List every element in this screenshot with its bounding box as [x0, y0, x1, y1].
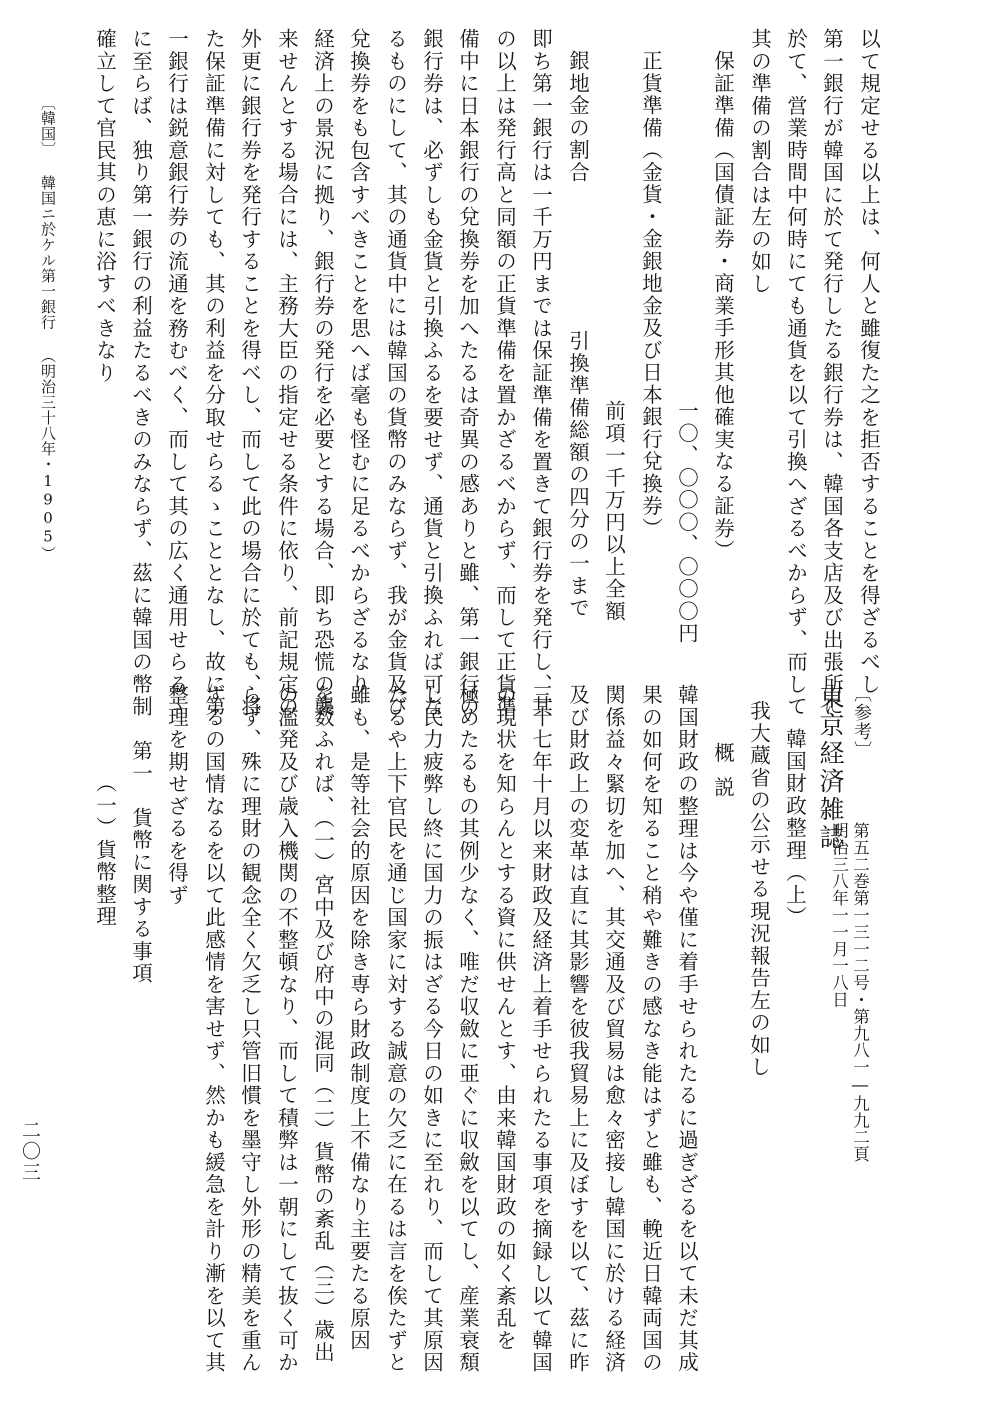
page-number: 二〇三 [19, 1120, 41, 1183]
lower-body-line-10: 雖も、是等社会的原因を除き専ら財政制度上不備なり主要たる原因 [346, 684, 371, 1352]
lower-body-line-14: ずるの国情なるを以て此感情を害せず、然かも緩急を計り漸を以て其 [201, 684, 226, 1374]
upper-body-line-10: た保証準備に対しても、其の利益を分取せらるゝこととなし、故に第 [201, 28, 226, 718]
upper-body-line-6: 兌換券をも包含すべきことを思へば毫も怪むに足るべからざるなり [346, 28, 371, 696]
lower-body-line-7: 極めたるもの其例少なく、唯だ収斂に亜ぐに収斂を以てし、産業衰頽 [455, 684, 480, 1374]
upper-body-line-9: 外更に銀行券を発行することを得べし、而して此の場合に於ても、将 [237, 28, 262, 718]
lower-body-line-3: 関係益々緊切を加へ、其交通及び貿易は愈々密接し韓国に於ける経済 [601, 684, 626, 1374]
lower-body-line-6: の現状を知らんとする資に供せんとす、由来韓国財政の如く紊乱を [492, 684, 517, 1352]
subsubsection-heading: （一）貨幣整理 [92, 772, 117, 928]
caption-category: 〔韓国〕 [39, 95, 57, 157]
upper-body-line-12: に至らば、独り第一銀行の利益たるべきのみならず、茲に韓国の幣制 [128, 28, 153, 718]
article-title: 韓国財政整理（上） [782, 728, 807, 929]
lower-body-line-11: を数ふれば、（一）宮中及び府中の混同（二）貨幣の紊乱（三）歳出 [310, 684, 335, 1364]
source-detail-1: 第五二巻第一三一二号・第九八一―九九二頁 [850, 822, 870, 1163]
seika-junbi-amount: 前項一千万円以上全額 [601, 400, 626, 623]
section-heading: 概説 [710, 742, 735, 811]
lower-body-line-12: の濫発及び歳入機関の不整頓なり、而して積弊は一朝にして抜く可か [274, 684, 299, 1374]
caption-year: （明治三十八年・1905） [39, 348, 57, 562]
upper-body-line-11: 一銀行は鋭意銀行券の流通を務むべく、而して其の広く通用せらるゝ [164, 28, 189, 718]
caption-title: 韓国ニ於ケル第一銀行 [39, 175, 57, 330]
lower-body-line-8: し民力疲弊し終に国力の振はざる今日の如きに至れり、而して其原因 [419, 684, 444, 1374]
source-title: 東京経済雑誌 [816, 684, 845, 852]
lower-body-line-1: 韓国財政の整理は今や僅に着手せられたるに過ぎざるを以て未だ其成 [674, 684, 699, 1374]
sanko-label: 〔参考〕 [851, 684, 872, 760]
lower-body-line-9: たるや上下官民を通じ国家に対する誠意の欠乏に在るは言を俟たずと [383, 684, 408, 1374]
lower-body-line-5: 三十七年十月以来財政及経済上着手せられたる事項を摘録し以て韓国 [528, 684, 553, 1374]
upper-body-line-2: の以上は発行高と同額の正貨準備を置かざるべからず、而して正貨準 [492, 28, 517, 718]
hosho-junbi-label: 保証準備（国債証券・商業手形其他確実なる証券） [710, 50, 735, 562]
caption [40, 95, 55, 562]
upper-text-line-2: 第一銀行が韓国に於て発行したる銀行券は、韓国各支店及び出張所に [819, 28, 844, 718]
upper-body-line-7: 経済上の景況に拠り、銀行券の発行を必要とする場合、即ち恐慌の襲 [310, 28, 335, 718]
source-detail-2: 明治三八年一一月一八日 [829, 822, 849, 1008]
upper-body-line-5: るものにして、其の通貨中には韓国の貨幣のみならず、我が金貨及び [383, 28, 408, 718]
upper-body-line-8: 来せんとする場合には、主務大臣の指定せる条件に依り、前記規定の [274, 28, 299, 718]
upper-body-line-4: 銀行券は、必ずしも金貨と引換ふるを要せず、通貨と引換ふれば可な [419, 28, 444, 718]
upper-text-line-3: 於て、営業時間中何時にても通貨を以て引換へざるべからず、而して [783, 28, 808, 718]
ginchi-label: 銀地金の割合 [565, 50, 590, 184]
intro-line: 我大蔵省の公示せる現況報告左の如し [746, 700, 771, 1079]
hosho-junbi-amount: 一〇、〇〇〇、〇〇〇円 [674, 400, 699, 645]
lower-body-line-2: 果の如何を知ること稍や難きの感なき能はずと雖も、輓近日韓両国の [638, 684, 663, 1374]
lower-body-line-15: 整理を期せざるを得ず [164, 684, 189, 907]
upper-body-line-1: 即ち第一銀行は一千万円までは保証準備を置きて銀行券を発行し、其 [528, 28, 553, 718]
seika-junbi-label: 正貨準備（金貨・金銀地金及び日本銀行兌換券） [638, 50, 663, 540]
lower-body-line-13: らず、殊に理財の観念全く欠乏し只管旧慣を墨守し外形の精美を重ん [237, 684, 262, 1374]
ginchi-value: 引換準備総額の四分の一まで [565, 330, 590, 620]
upper-body-line-13: 確立して官民其の恵に浴すべきなり [92, 28, 117, 384]
upper-body-line-3: 備中に日本銀行の兌換券を加へたるは奇異の感ありと雖、第一銀行の [455, 28, 480, 718]
subsection-heading: 第一 貨幣に関する事項 [128, 740, 153, 985]
upper-text-line-1: 以て規定せる以上は、何人と雖復た之を拒否することを得ざるべし [856, 28, 881, 696]
lower-body-line-4: 及び財政上の変革は直に其影響を彼我貿易上に及ぼすを以て、茲に昨 [565, 684, 590, 1374]
upper-text-line-4: 其の準備の割合は左の如し [747, 28, 772, 295]
